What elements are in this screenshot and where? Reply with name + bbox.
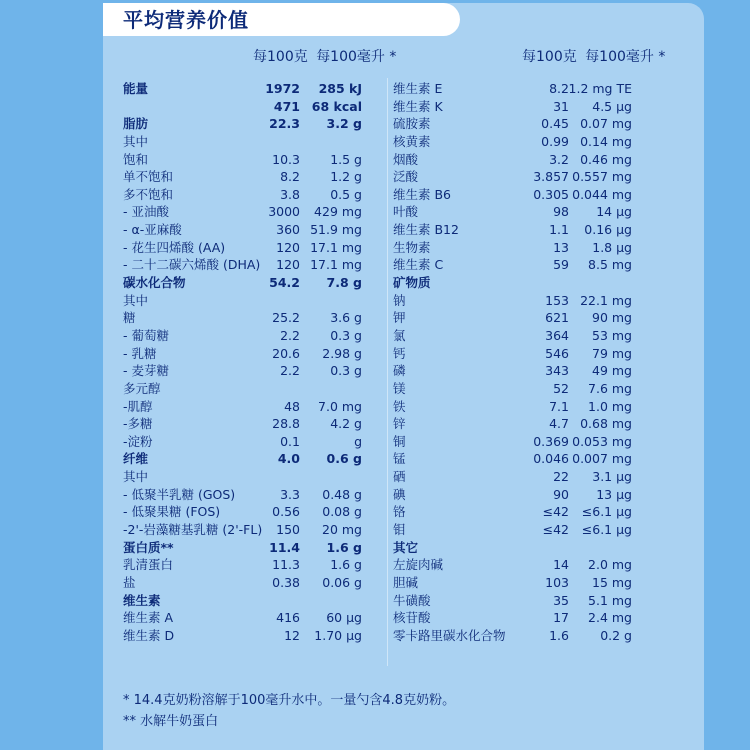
value-per-100g: 3.8	[280, 186, 300, 202]
nutrient-name: 糖	[123, 310, 136, 326]
nutrient-name: -2'-岩藻糖基乳糖 (2'-FL)	[123, 522, 263, 538]
nutrient-name: 维生素 B12	[393, 222, 459, 238]
value-per-100ml: 0.08 g	[322, 504, 362, 520]
value-per-100g: 153	[545, 292, 569, 308]
nutrient-row	[393, 98, 633, 116]
value-per-100g: 20.6	[272, 345, 300, 361]
nutrient-name: 维生素 B6	[393, 186, 452, 202]
nutrient-name: 核苷酸	[393, 610, 431, 626]
nutrient-name: 多不饱和	[123, 186, 174, 202]
value-per-100g: 621	[545, 310, 569, 326]
value-per-100g: 4.7	[549, 416, 569, 432]
value-per-100g: 1972	[265, 81, 300, 96]
nutrient-name: - 乳糖	[123, 345, 157, 361]
value-per-100g: 3.3	[280, 486, 300, 502]
nutrient-name: 胆碱	[393, 574, 419, 590]
nutrient-row	[123, 292, 363, 310]
nutrient-row	[123, 398, 363, 416]
value-per-100g: 0.56	[272, 504, 300, 520]
nutrient-name: 维生素 C	[393, 257, 444, 273]
nutrient-name: 叶酸	[393, 204, 419, 220]
nutrient-name: - α-亚麻酸	[123, 222, 182, 238]
nutrient-row	[123, 309, 363, 327]
value-per-100g: ≤42	[542, 504, 569, 520]
value-per-100g: 471	[273, 98, 300, 114]
left-per-100ml-header: 每100毫升 *	[316, 49, 397, 65]
nutrient-row	[393, 450, 633, 468]
nutrient-row	[123, 415, 363, 433]
nutrient-name: 其中	[123, 133, 149, 149]
value-per-100g: 2.2	[280, 363, 300, 379]
value-per-100ml: 4.5 μg	[592, 98, 632, 114]
value-per-100g: 0.38	[272, 574, 300, 590]
nutrient-row	[123, 627, 363, 645]
nutrient-name: 盐	[123, 574, 136, 590]
nutrient-name: 泛酸	[393, 169, 419, 185]
nutrient-row	[393, 592, 633, 610]
nutrient-name: 氯	[393, 327, 406, 343]
value-per-100ml: 51.9 mg	[310, 222, 362, 238]
nutrient-row	[393, 521, 633, 539]
value-per-100ml: 68 kcal	[311, 98, 362, 114]
value-per-100g: 25.2	[272, 310, 300, 326]
right-nutrient-table	[393, 80, 633, 645]
value-per-100ml: ≤6.1 μg	[581, 522, 632, 538]
value-per-100ml: 0.2 g	[600, 627, 632, 643]
nutrient-name: 碳水化合物	[123, 275, 186, 291]
value-per-100g: 546	[545, 345, 569, 361]
value-per-100ml: 2.98 g	[322, 345, 362, 361]
value-per-100g: 3000	[268, 204, 300, 220]
nutrient-name: 单不饱和	[123, 169, 174, 185]
nutrient-row	[393, 609, 633, 627]
nutrient-row	[393, 503, 633, 521]
value-per-100g: 48	[284, 398, 300, 414]
value-per-100g: 59	[553, 257, 569, 273]
value-per-100ml: 2.0 mg	[588, 557, 632, 573]
value-per-100g: 7.1	[549, 398, 569, 414]
nutrient-row	[123, 521, 363, 539]
value-per-100ml: 0.6 g	[326, 451, 362, 467]
nutrient-row	[123, 362, 363, 380]
nutrient-row	[393, 345, 633, 363]
nutrient-row	[123, 574, 363, 592]
nutrient-name: - 低聚半乳糖 (GOS)	[123, 486, 236, 502]
value-per-100ml: 1.8 μg	[592, 239, 632, 255]
value-per-100ml: 0.3 g	[330, 327, 362, 343]
value-per-100ml: 20 mg	[322, 522, 362, 538]
nutrient-name: 铁	[393, 398, 406, 414]
nutrient-name: 锰	[393, 451, 406, 467]
nutrient-name: - 麦芽糖	[123, 363, 169, 379]
nutrient-name: 碘	[393, 486, 406, 502]
value-per-100g: 22	[553, 469, 569, 485]
value-per-100ml: 0.044 mg	[572, 186, 632, 202]
nutrient-row	[123, 186, 363, 204]
value-per-100g: 2.2	[280, 327, 300, 343]
nutrient-name: 零卡路里碳水化合物	[393, 627, 506, 643]
value-per-100g: 28.8	[272, 416, 300, 432]
nutrient-row	[123, 274, 363, 292]
right-per-100ml-header: 每100毫升 *	[585, 49, 666, 65]
nutrient-row	[123, 468, 363, 486]
nutrient-row	[123, 486, 363, 504]
nutrient-row	[393, 486, 633, 504]
value-per-100g: 4.0	[277, 451, 300, 467]
value-per-100g: 360	[276, 222, 300, 238]
footnote-serving: * 14.4克奶粉溶解于100毫升水中。一量勺含4.8克奶粉。	[123, 693, 456, 708]
value-per-100g: 0.305	[533, 186, 569, 202]
nutrient-name: 钙	[393, 345, 406, 361]
value-per-100ml: 0.053 mg	[572, 433, 632, 449]
right-per-100g-header: 每100克	[522, 49, 577, 65]
left-nutrient-table	[123, 80, 363, 645]
value-per-100g: 17	[553, 610, 569, 626]
value-per-100ml: 1.0 mg	[588, 398, 632, 414]
value-per-100ml: 7.8 g	[326, 275, 362, 291]
value-per-100ml: 22.1 mg	[580, 292, 632, 308]
value-per-100g: 0.99	[541, 133, 569, 149]
value-per-100g: 150	[276, 522, 300, 538]
value-per-100g: 103	[545, 574, 569, 590]
nutrient-name: 维生素 A	[123, 610, 174, 626]
nutrient-name: - 二十二碳六烯酸 (DHA)	[123, 257, 261, 273]
nutrient-row	[393, 327, 633, 345]
nutrient-name: -多糖	[123, 416, 153, 432]
value-per-100ml: 13 μg	[596, 486, 632, 502]
nutrient-row	[393, 256, 633, 274]
nutrient-name: 多元醇	[123, 380, 161, 396]
nutrient-row	[123, 133, 363, 151]
nutrient-row	[393, 186, 633, 204]
nutrient-name: 其它	[393, 539, 419, 555]
value-per-100ml: 2.4 mg	[588, 610, 632, 626]
value-per-100ml: 3.2 g	[326, 116, 362, 132]
nutrient-name: 矿物质	[393, 275, 431, 291]
value-per-100g: 364	[545, 327, 569, 343]
nutrient-name: 钠	[393, 292, 406, 308]
nutrient-name: - 葡萄糖	[123, 327, 169, 343]
value-per-100ml: 15 mg	[592, 574, 632, 590]
left-per-100g-header: 每100克	[253, 49, 308, 65]
nutrient-name: 镁	[393, 380, 406, 396]
nutrient-row	[393, 221, 633, 239]
nutrient-row	[393, 115, 633, 133]
value-per-100g: 1.1	[549, 222, 569, 238]
value-per-100ml: 0.46 mg	[580, 151, 632, 167]
value-per-100ml: 0.5 g	[330, 186, 362, 202]
nutrient-row	[123, 380, 363, 398]
nutrient-row	[123, 556, 363, 574]
nutrient-name: 维生素 D	[123, 627, 175, 643]
nutrient-name: 牛磺酸	[393, 592, 431, 608]
value-per-100ml: 285 kJ	[318, 81, 362, 96]
nutrient-name: 硒	[393, 469, 406, 485]
value-per-100g: 54.2	[269, 275, 300, 291]
value-per-100g: 343	[545, 363, 569, 379]
nutrient-name: 钼	[393, 522, 406, 538]
nutrient-row	[393, 539, 633, 557]
nutrient-row	[123, 221, 363, 239]
nutrient-row	[393, 292, 633, 310]
value-per-100g: 120	[276, 239, 300, 255]
value-per-100g: 0.45	[541, 116, 569, 132]
nutrient-row	[123, 609, 363, 627]
value-per-100ml: 53 mg	[592, 327, 632, 343]
value-per-100ml: 7.0 mg	[318, 398, 362, 414]
nutrient-row	[393, 468, 633, 486]
nutrient-row	[123, 80, 363, 98]
value-per-100ml: 17.1 mg	[310, 239, 362, 255]
nutrient-row	[393, 274, 633, 292]
nutrient-name: 乳清蛋白	[123, 557, 174, 573]
value-per-100g: 416	[276, 610, 300, 626]
nutrient-name: 维生素 E	[393, 81, 443, 96]
value-per-100ml: 0.007 mg	[572, 451, 632, 467]
nutrient-name: 铜	[393, 433, 406, 449]
value-per-100g: 120	[276, 257, 300, 273]
value-per-100g: 90	[553, 486, 569, 502]
nutrient-row	[393, 574, 633, 592]
nutrient-name: 其中	[123, 469, 149, 485]
nutrient-name: -肌醇	[123, 398, 153, 414]
nutrient-name: 能量	[123, 81, 149, 96]
nutrient-name: 锌	[393, 416, 406, 432]
value-per-100ml: 90 mg	[592, 310, 632, 326]
value-per-100ml: 8.5 mg	[588, 257, 632, 273]
value-per-100g: 11.4	[269, 539, 300, 555]
left-column-header	[253, 48, 396, 66]
nutrient-row	[123, 433, 363, 451]
value-per-100ml: g	[354, 433, 362, 449]
value-per-100ml: 1.2 mg TE	[568, 81, 632, 96]
nutrient-name: 硫胺素	[393, 116, 431, 132]
nutrient-name: 钾	[393, 310, 406, 326]
value-per-100ml: 1.5 g	[330, 151, 362, 167]
value-per-100ml: 429 mg	[314, 204, 362, 220]
nutrient-row	[123, 539, 363, 557]
value-per-100ml: 60 μg	[326, 610, 362, 626]
value-per-100g: 10.3	[272, 151, 300, 167]
value-per-100g: 0.369	[533, 433, 569, 449]
column-divider	[387, 78, 388, 666]
value-per-100ml: 0.68 mg	[580, 416, 632, 432]
footnote-protein: ** 水解牛奶蛋白	[123, 714, 219, 729]
nutrient-name: 生物素	[393, 239, 431, 255]
value-per-100g: 13	[553, 239, 569, 255]
value-per-100g: 14	[553, 557, 569, 573]
value-per-100ml: 0.16 μg	[584, 222, 632, 238]
nutrient-row	[393, 556, 633, 574]
nutrient-name: -淀粉	[123, 433, 153, 449]
nutrient-row	[393, 133, 633, 151]
nutrient-row	[393, 239, 633, 257]
value-per-100g: 3.2	[549, 151, 569, 167]
nutrient-row	[393, 362, 633, 380]
value-per-100ml: 17.1 mg	[310, 257, 362, 273]
nutrient-row	[393, 380, 633, 398]
nutrient-name: 脂肪	[123, 116, 149, 132]
value-per-100g: ≤42	[542, 522, 569, 538]
value-per-100ml: 1.6 g	[330, 557, 362, 573]
value-per-100g: 0.1	[280, 433, 300, 449]
nutrient-name: 烟酸	[393, 151, 419, 167]
nutrient-row	[123, 345, 363, 363]
nutrient-row	[123, 168, 363, 186]
value-per-100g: 35	[553, 592, 569, 608]
nutrient-row	[393, 151, 633, 169]
value-per-100ml: 0.14 mg	[580, 133, 632, 149]
value-per-100ml: 0.07 mg	[580, 116, 632, 132]
value-per-100g: 22.3	[269, 116, 300, 132]
nutrient-row	[393, 203, 633, 221]
value-per-100g: 8.2	[549, 81, 569, 96]
nutrient-row	[123, 450, 363, 468]
value-per-100g: 0.046	[533, 451, 569, 467]
nutrient-row	[123, 203, 363, 221]
nutrient-name: 左旋肉碱	[393, 557, 444, 573]
nutrient-name: 核黄素	[393, 133, 431, 149]
nutrient-name: 其中	[123, 292, 149, 308]
nutrient-row	[123, 98, 363, 116]
nutrient-name: 维生素	[123, 592, 161, 608]
value-per-100ml: 7.6 mg	[588, 380, 632, 396]
value-per-100g: 12	[284, 627, 300, 643]
right-column-header	[522, 48, 665, 66]
value-per-100ml: 3.6 g	[330, 310, 362, 326]
value-per-100ml: 79 mg	[592, 345, 632, 361]
value-per-100g: 98	[553, 204, 569, 220]
nutrient-name: - 低聚果糖 (FOS)	[123, 504, 221, 520]
value-per-100ml: 5.1 mg	[588, 592, 632, 608]
value-per-100g: 31	[553, 98, 569, 114]
value-per-100ml: 0.3 g	[330, 363, 362, 379]
nutrient-name: 磷	[393, 363, 406, 379]
nutrient-row	[123, 151, 363, 169]
value-per-100g: 52	[553, 380, 569, 396]
nutrient-row	[393, 309, 633, 327]
nutrient-row	[393, 415, 633, 433]
nutrient-name: 纤维	[123, 451, 149, 467]
nutrient-row	[393, 433, 633, 451]
value-per-100g: 8.2	[280, 169, 300, 185]
nutrient-row	[123, 239, 363, 257]
value-per-100ml: ≤6.1 μg	[581, 504, 632, 520]
value-per-100ml: 49 mg	[592, 363, 632, 379]
nutrient-row	[393, 627, 633, 645]
nutrient-row	[123, 327, 363, 345]
nutrient-row	[123, 503, 363, 521]
value-per-100ml: 3.1 μg	[592, 469, 632, 485]
nutrient-row	[393, 80, 633, 98]
nutrient-row	[123, 256, 363, 274]
nutrient-row	[393, 168, 633, 186]
value-per-100ml: 0.557 mg	[572, 169, 632, 185]
value-per-100ml: 14 μg	[596, 204, 632, 220]
nutrient-row	[123, 115, 363, 133]
value-per-100ml: 1.2 g	[330, 169, 362, 185]
value-per-100ml: 4.2 g	[330, 416, 362, 432]
value-per-100ml: 0.06 g	[322, 574, 362, 590]
nutrient-name: - 亚油酸	[123, 204, 169, 220]
nutrient-row	[123, 592, 363, 610]
nutrient-name: 维生素 K	[393, 98, 443, 114]
value-per-100ml: 1.6 g	[326, 539, 362, 555]
nutrient-row	[393, 398, 633, 416]
page-title: 平均营养价值	[123, 8, 249, 32]
nutrient-name: - 花生四烯酸 (AA)	[123, 239, 226, 255]
value-per-100g: 1.6	[549, 627, 569, 643]
value-per-100ml: 0.48 g	[322, 486, 362, 502]
nutrient-name: 蛋白质**	[123, 539, 174, 555]
value-per-100g: 3.857	[533, 169, 569, 185]
value-per-100ml: 1.70 μg	[314, 627, 362, 643]
nutrient-name: 铬	[393, 504, 406, 520]
nutrient-name: 饱和	[123, 151, 149, 167]
value-per-100g: 11.3	[272, 557, 300, 573]
